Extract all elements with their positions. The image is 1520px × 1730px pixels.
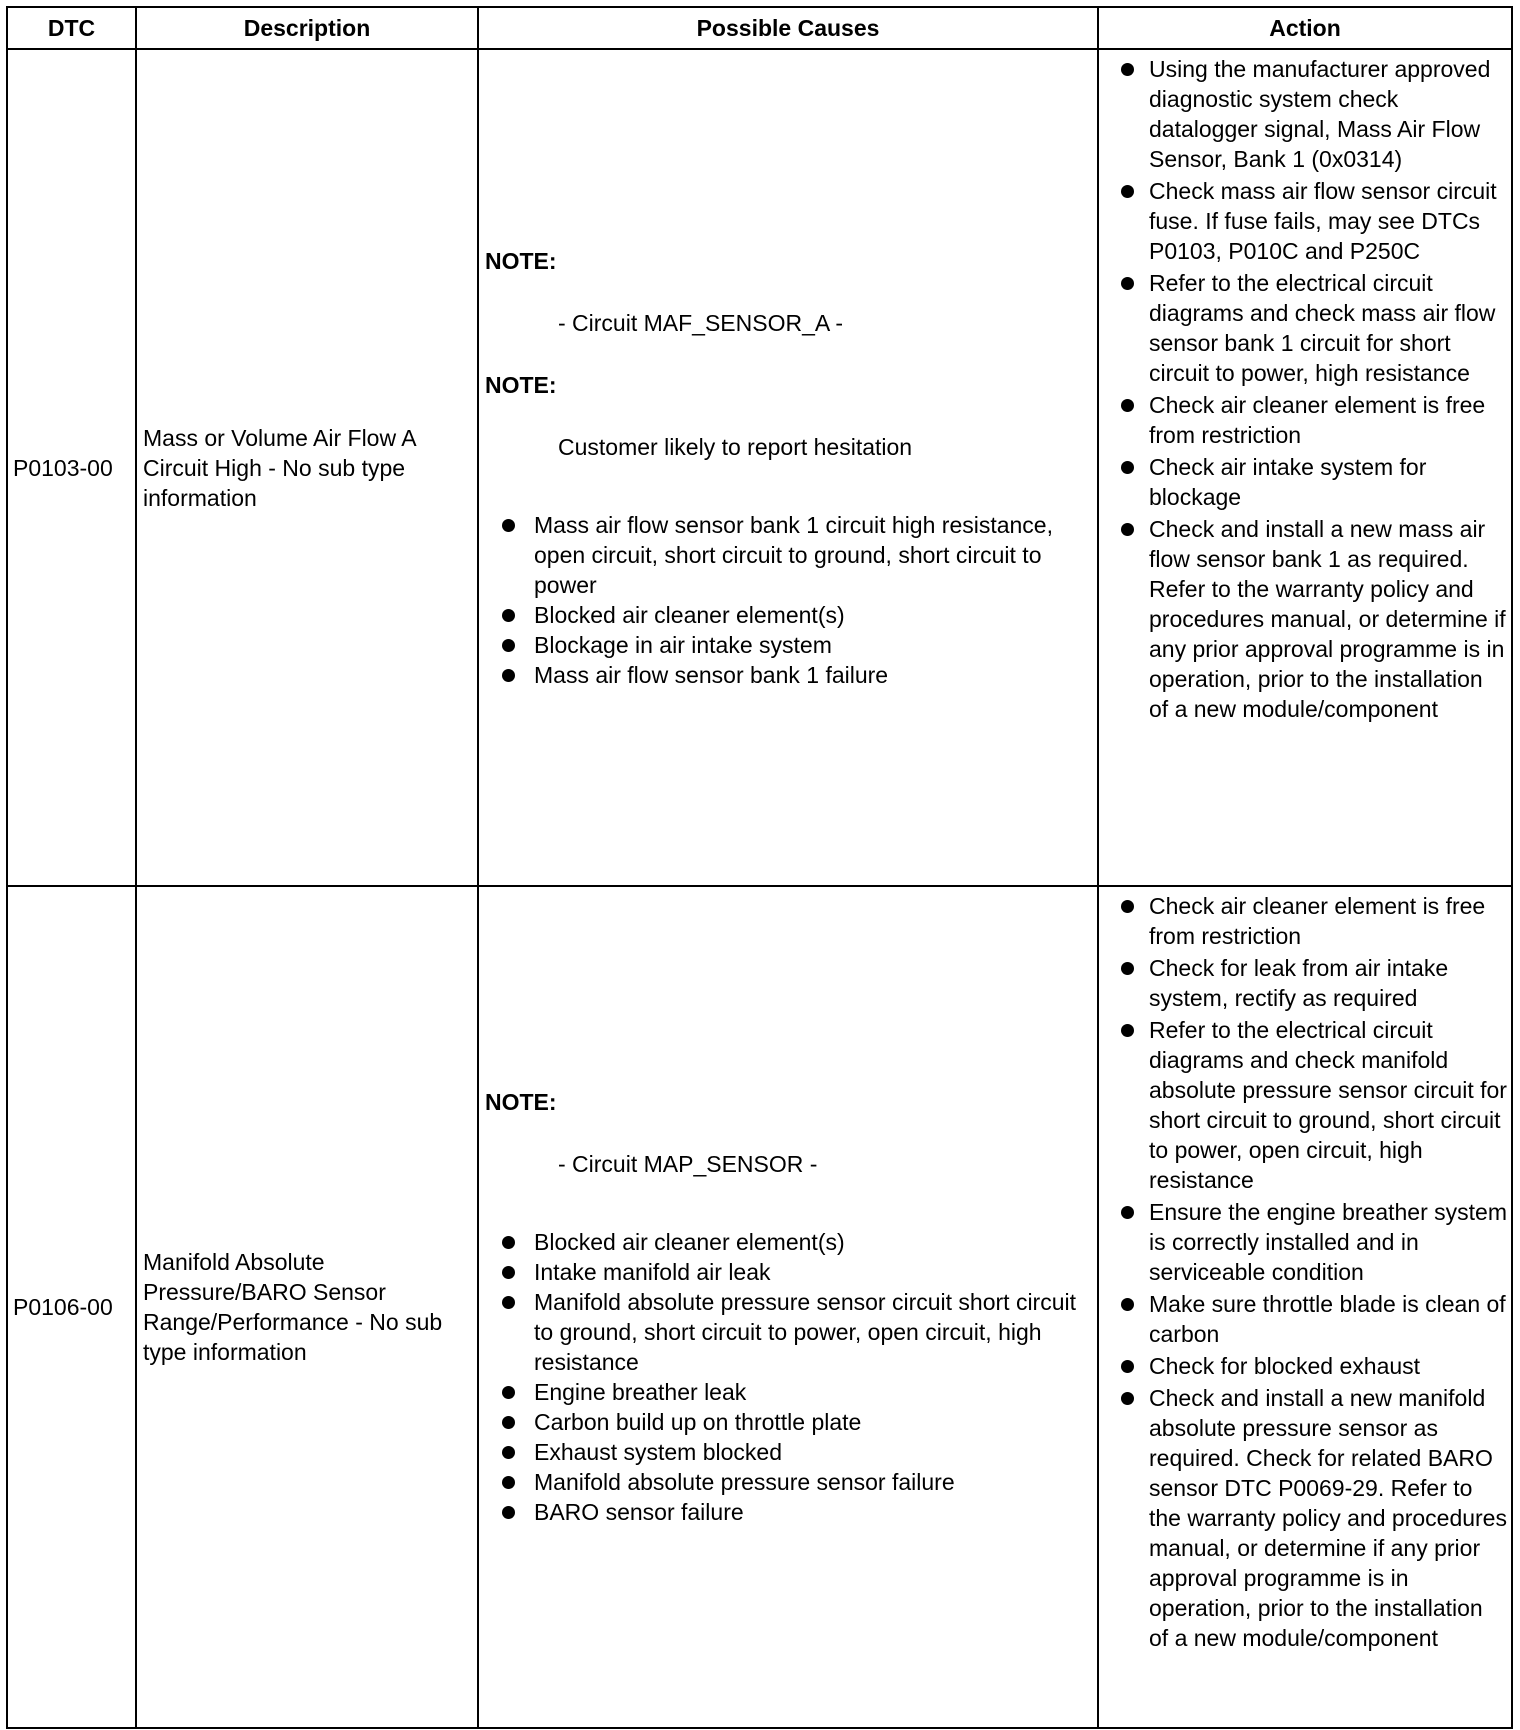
cause-item: BARO sensor failure xyxy=(485,1497,1087,1527)
header-description: Description xyxy=(136,7,478,49)
dtc-description: Manifold Absolute Pressure/BARO Sensor Range/Performance - No sub type information xyxy=(136,886,478,1728)
cause-item: Blocked air cleaner element(s) xyxy=(485,1227,1087,1257)
dtc-description: Mass or Volume Air Flow A Circuit High - No sub type information xyxy=(136,49,478,886)
action-item: Make sure throttle blade is clean of carbon xyxy=(1113,1289,1507,1349)
action-item: Using the manufacturer approved diagnostic system check datalogger signal, Mass Air Flow Sensor, Bank 1 (0x0314) xyxy=(1113,54,1507,174)
action-item: Check air cleaner element is free from restriction xyxy=(1113,891,1507,951)
header-action: Action xyxy=(1098,7,1512,49)
cause-item: Intake manifold air leak xyxy=(485,1257,1087,1287)
action-item: Check for blocked exhaust xyxy=(1113,1351,1507,1381)
action-cell xyxy=(1098,886,1512,1728)
cause-item: Mass air flow sensor bank 1 circuit high resistance, open circuit, short circuit to ground, short circuit to power xyxy=(485,510,1087,600)
actions-list xyxy=(1113,54,1507,724)
dtc-code: P0103-00 xyxy=(7,49,136,886)
action-item: Check air intake system for blockage xyxy=(1113,452,1507,512)
note-label: NOTE: xyxy=(485,1089,557,1115)
action-item: Check mass air flow sensor circuit fuse. If fuse fails, may see DTCs P0103, P010C and P250C xyxy=(1113,176,1507,266)
possible-causes-cell xyxy=(478,886,1098,1728)
note-label: NOTE: xyxy=(485,371,557,398)
cause-item: Mass air flow sensor bank 1 failure xyxy=(485,660,1087,690)
cause-item: Manifold absolute pressure sensor circuit short circuit to ground, short circuit to power, open circuit, high resistance xyxy=(485,1287,1087,1377)
possible-causes-cell xyxy=(478,49,1098,886)
table-row xyxy=(7,886,1512,1728)
actions-list xyxy=(1113,891,1507,1653)
cause-item: Exhaust system blocked xyxy=(485,1437,1087,1467)
causes-list xyxy=(485,510,1087,690)
causes-list xyxy=(485,1227,1087,1527)
header-possible-causes: Possible Causes xyxy=(478,7,1098,49)
action-item: Check air cleaner element is free from restriction xyxy=(1113,390,1507,450)
cause-item: Blockage in air intake system xyxy=(485,630,1087,660)
note-text: - Circuit MAF_SENSOR_A - xyxy=(558,309,843,336)
action-item: Check for leak from air intake system, rectify as required xyxy=(1113,953,1507,1013)
cause-item: Blocked air cleaner element(s) xyxy=(485,600,1087,630)
action-item: Check and install a new mass air flow sensor bank 1 as required. Refer to the warranty policy and procedures manual, or determine if any prior approval programme is in operation, prior to the installation of a new module/component xyxy=(1113,514,1507,724)
note-block xyxy=(485,370,1087,462)
note-label: NOTE: xyxy=(485,247,557,274)
table-row xyxy=(7,49,1512,886)
action-item: Check and install a new manifold absolute pressure sensor as required. Check for related BARO sensor DTC P0069-29. Refer to the warranty policy and procedures manual, or determine if any prior approval programme is in operation, prior to the installation of a new module/component xyxy=(1113,1383,1507,1653)
action-item: Ensure the engine breather system is correctly installed and in serviceable condition xyxy=(1113,1197,1507,1287)
cause-item: Carbon build up on throttle plate xyxy=(485,1407,1087,1437)
table-header-row xyxy=(7,7,1512,49)
note-text: - Circuit MAP_SENSOR - xyxy=(558,1151,818,1177)
note-block xyxy=(485,246,1087,338)
dtc-code: P0106-00 xyxy=(7,886,136,1728)
note-block xyxy=(485,1087,1087,1179)
note-text: Customer likely to report hesitation xyxy=(558,433,913,460)
dtc-table-wrapper xyxy=(6,6,1513,1729)
cause-item: Engine breather leak xyxy=(485,1377,1087,1407)
action-item: Refer to the electrical circuit diagrams and check manifold absolute pressure sensor circuit for short circuit to ground, short circuit to power, open circuit, high resistance xyxy=(1113,1015,1507,1195)
cause-item: Manifold absolute pressure sensor failure xyxy=(485,1467,1087,1497)
dtc-table xyxy=(6,6,1513,1729)
action-cell xyxy=(1098,49,1512,886)
action-item: Refer to the electrical circuit diagrams and check mass air flow sensor bank 1 circuit for short circuit to power, high resistance xyxy=(1113,268,1507,388)
header-dtc: DTC xyxy=(7,7,136,49)
